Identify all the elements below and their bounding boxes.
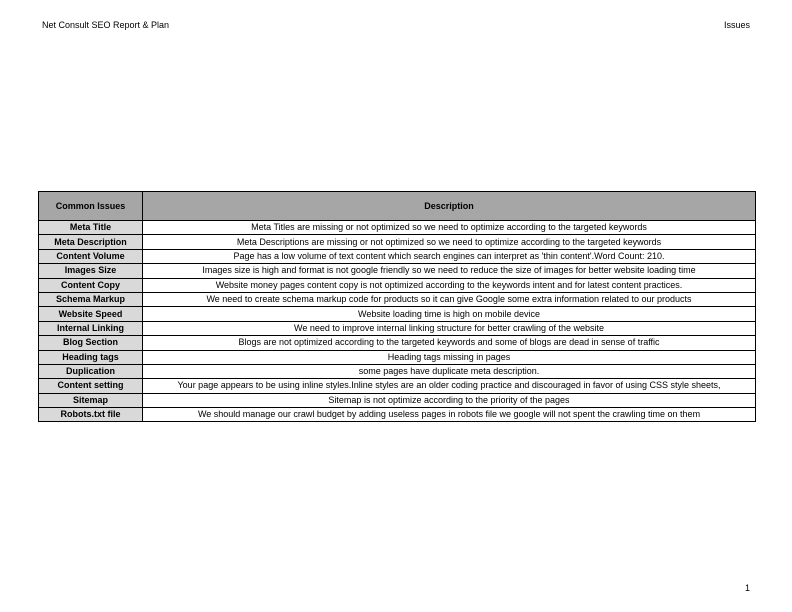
description-cell: Blogs are not optimized according to the targeted keywords and some of blogs are dead in sense of traffic	[143, 336, 756, 350]
issue-cell: Content Volume	[39, 249, 143, 263]
description-cell: Heading tags missing in pages	[143, 350, 756, 364]
issue-cell: Blog Section	[39, 336, 143, 350]
issue-cell: Heading tags	[39, 350, 143, 364]
table-row	[39, 393, 756, 407]
issue-cell: Schema Markup	[39, 292, 143, 306]
table-row	[39, 292, 756, 306]
issue-cell: Duplication	[39, 364, 143, 378]
description-cell: Meta Descriptions are missing or not optimized so we need to optimize according to the targeted keywords	[143, 235, 756, 249]
issue-cell: Robots.txt file	[39, 408, 143, 422]
column-header-common-issues: Common Issues	[39, 192, 143, 221]
issues-table	[38, 191, 756, 422]
table-row	[39, 408, 756, 422]
issue-cell: Meta Description	[39, 235, 143, 249]
issue-cell: Images Size	[39, 264, 143, 278]
description-cell: We need to create schema markup code for products so it can give Google some extra information related to our products	[143, 292, 756, 306]
report-title: Net Consult SEO Report & Plan	[42, 20, 170, 30]
description-cell: some pages have duplicate meta description.	[143, 364, 756, 378]
table-row	[39, 235, 756, 249]
description-cell: We should manage our crawl budget by adding useless pages in robots file we google will not spent the crawling time on them	[143, 408, 756, 422]
description-cell: Meta Titles are missing or not optimized so we need to optimize according to the targeted keywords	[143, 221, 756, 235]
column-header-description: Description	[143, 192, 756, 221]
table-row	[39, 278, 756, 292]
description-cell: Sitemap is not optimize according to the priority of the pages	[143, 393, 756, 407]
issue-cell: Content Copy	[39, 278, 143, 292]
description-cell: Website money pages content copy is not optimized according to the keywords intent and for latest content practices.	[143, 278, 756, 292]
section-title: Issues	[723, 20, 750, 30]
table-row	[39, 307, 756, 321]
description-cell: Website loading time is high on mobile device	[143, 307, 756, 321]
table-header-row	[39, 192, 756, 221]
table-row	[39, 321, 756, 335]
issue-cell: Sitemap	[39, 393, 143, 407]
issue-cell: Meta Title	[39, 221, 143, 235]
table-row	[39, 364, 756, 378]
page-number: 1	[744, 583, 750, 593]
issue-cell: Internal Linking	[39, 321, 143, 335]
description-cell: Page has a low volume of text content which search engines can interpret as 'thin content'.Word Count: 210.	[143, 249, 756, 263]
table-row	[39, 336, 756, 350]
table-row	[39, 221, 756, 235]
table-row	[39, 379, 756, 393]
issue-cell: Website Speed	[39, 307, 143, 321]
table-row	[39, 249, 756, 263]
description-cell: We need to improve internal linking structure for better crawling of the website	[143, 321, 756, 335]
table-row	[39, 350, 756, 364]
table-row	[39, 264, 756, 278]
description-cell: Your page appears to be using inline styles.Inline styles are an older coding practice and discouraged in favor of using CSS style sheets,	[143, 379, 756, 393]
issue-cell: Content setting	[39, 379, 143, 393]
description-cell: Images size is high and format is not google friendly so we need to reduce the size of images for better website loading time	[143, 264, 756, 278]
